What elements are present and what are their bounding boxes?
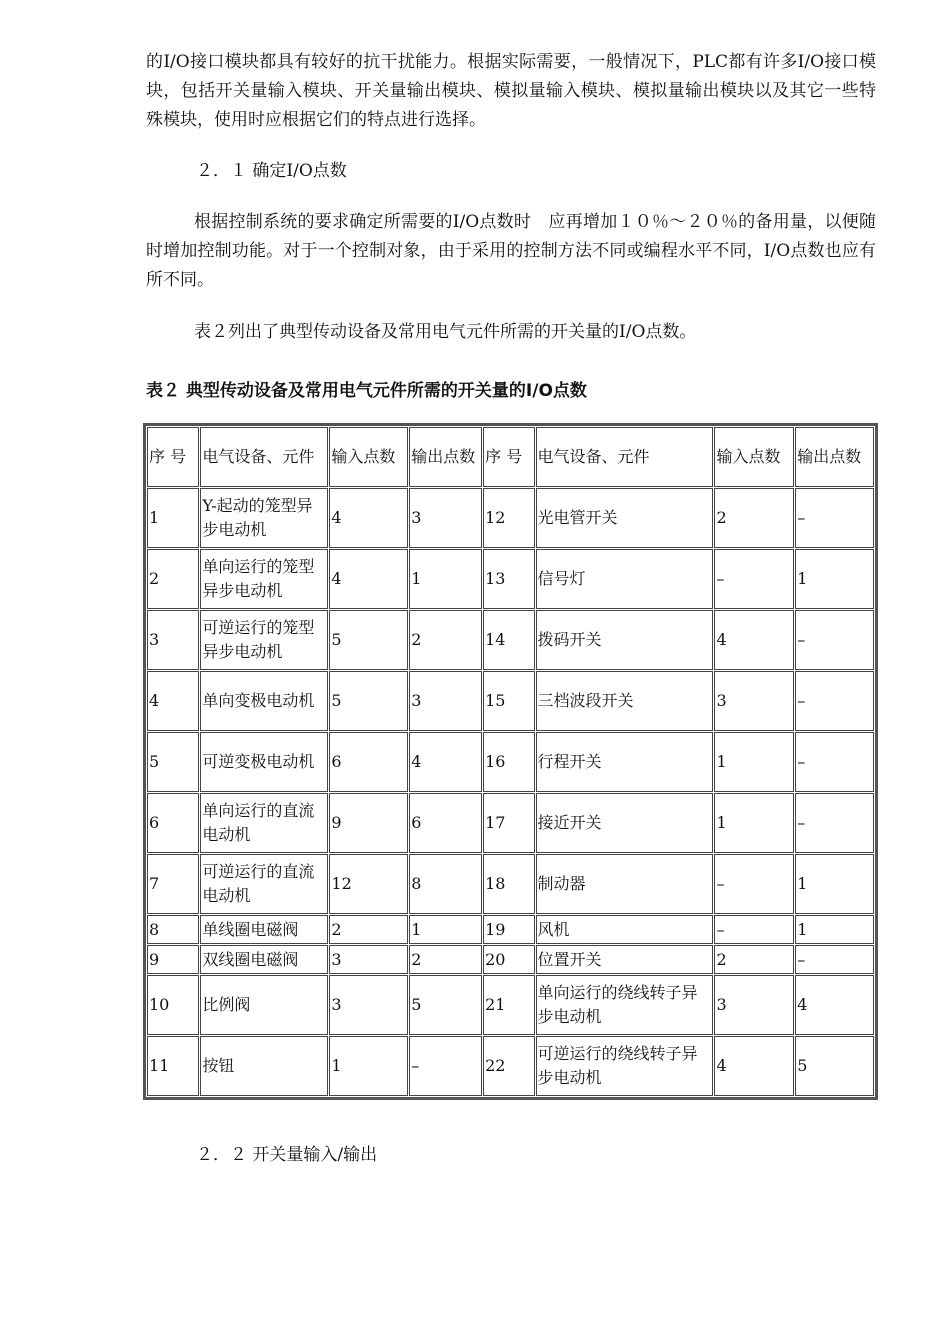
table-cell: 1 [714,732,794,792]
header-cell: 电气设备、元件 [200,427,328,487]
table-cell: 1 [795,549,874,609]
table-cell: – [714,549,794,609]
table-cell: 4 [714,1036,794,1096]
table-cell: 4 [329,488,408,548]
table-cell: 17 [483,793,534,853]
table-cell: 3 [329,945,408,974]
table-cell: 16 [483,732,534,792]
header-cell: 电气设备、元件 [536,427,714,487]
table-cell: 接近开关 [536,793,714,853]
table-cell: 3 [329,975,408,1035]
table-cell: 5 [329,610,408,670]
table-cell: 7 [147,854,199,914]
table-cell: – [795,945,874,974]
table-row [147,793,874,853]
table-cell: – [795,793,874,853]
table-cell: 5 [409,975,482,1035]
table-row [147,732,874,792]
header-cell: 输入点数 [714,427,794,487]
paragraph-io-modules: 的I/O接口模块都具有较好的抗干扰能力。根据实际需要，一般情况下，PLC都有许多I/O接口模块，包括开关量输入模块、开关量输出模块、模拟量输入模块、模拟量输出模块以及其它一些特殊模块，使用时应根据它们的特点进行选择。 [146,52,876,130]
table-cell: – [795,488,874,548]
table-cell: 3 [409,488,482,548]
table-row [147,549,874,609]
table-cell: – [795,671,874,731]
table-cell: 6 [329,732,408,792]
table-cell: 11 [147,1036,199,1096]
table-cell: 14 [483,610,534,670]
table-cell: 制动器 [536,854,714,914]
table-cell: 21 [483,975,534,1035]
table-row [147,1036,874,1096]
table-cell: 5 [795,1036,874,1096]
table-cell: 2 [714,488,794,548]
table-cell: 12 [483,488,534,548]
paragraph-table-intro: 表２列出了典型传动设备及常用电气元件所需的开关量的I/O点数。 [194,322,697,342]
table-cell: – [714,915,794,944]
table-caption: 表２ 典型传动设备及常用电气元件所需的开关量的I/O点数 [146,381,587,401]
table-cell: – [795,732,874,792]
table-cell: 三档波段开关 [536,671,714,731]
table-cell: 可逆运行的直流电动机 [200,854,328,914]
table-cell: 8 [147,915,199,944]
table-cell: 双线圈电磁阀 [200,945,328,974]
table-cell: 3 [147,610,199,670]
table-cell: 6 [409,793,482,853]
table-cell: 单向运行的直流电动机 [200,793,328,853]
table-cell: 行程开关 [536,732,714,792]
section-heading-2-1: ２．１ 确定I/O点数 [196,161,347,181]
table-cell: 2 [147,549,199,609]
table-cell: 位置开关 [536,945,714,974]
table-cell: 4 [147,671,199,731]
table-row [147,975,874,1035]
header-cell: 序 号 [147,427,199,487]
table-cell: 可逆运行的绕线转子异步电动机 [536,1036,714,1096]
table-cell: 10 [147,975,199,1035]
table-cell: 20 [483,945,534,974]
table-cell: 13 [483,549,534,609]
table-row [147,610,874,670]
table-cell: 按钮 [200,1036,328,1096]
table-cell: 9 [147,945,199,974]
header-cell: 序 号 [483,427,534,487]
table-cell: 可逆运行的笼型异步电动机 [200,610,328,670]
table-cell: 可逆变极电动机 [200,732,328,792]
table-row [147,854,874,914]
table-cell: 3 [409,671,482,731]
table-cell: 单线圈电磁阀 [200,915,328,944]
table-cell: 4 [714,610,794,670]
table-cell: 12 [329,854,408,914]
table-cell: 22 [483,1036,534,1096]
header-cell: 输出点数 [409,427,482,487]
header-cell: 输入点数 [329,427,408,487]
table-cell: 1 [795,854,874,914]
paragraph-io-count: 根据控制系统的要求确定所需要的I/O点数时 应再增加１０％～２０％的备用量，以便随时增加控制功能。对于一个控制对象，由于采用的控制方法不同或编程水平不同，I/O点数也应有所不同。 [146,212,876,290]
table-cell: 4 [409,732,482,792]
section-heading-2-2: ２．２ 开关量输入/输出 [196,1145,378,1165]
table-row [147,671,874,731]
table-cell: 1 [329,1036,408,1096]
table-cell: 19 [483,915,534,944]
table-row [147,488,874,548]
table-row [147,945,874,974]
table-cell: 4 [329,549,408,609]
table-cell: 1 [795,915,874,944]
table-cell: 比例阀 [200,975,328,1035]
table-cell: 1 [147,488,199,548]
table-cell: 4 [795,975,874,1035]
table-cell: 5 [147,732,199,792]
table-row [147,915,874,944]
table-cell: Y-起动的笼型异步电动机 [200,488,328,548]
table-cell: 2 [409,610,482,670]
table-cell: 1 [409,549,482,609]
table-cell: 拨码开关 [536,610,714,670]
header-cell: 输出点数 [795,427,874,487]
table-cell: 8 [409,854,482,914]
table-cell: 2 [714,945,794,974]
table-cell: 1 [714,793,794,853]
table-cell: – [795,610,874,670]
table-cell: 单向变极电动机 [200,671,328,731]
table-cell: 5 [329,671,408,731]
table-cell: 单向运行的笼型异步电动机 [200,549,328,609]
table-cell: 3 [714,671,794,731]
table-cell: 2 [409,945,482,974]
table-header-row [147,427,874,487]
table-cell: – [409,1036,482,1096]
table-cell: 3 [714,975,794,1035]
table-cell: 18 [483,854,534,914]
table-cell: 信号灯 [536,549,714,609]
table-cell: 9 [329,793,408,853]
table-cell: 风机 [536,915,714,944]
table-cell: 光电管开关 [536,488,714,548]
table-cell: 15 [483,671,534,731]
table-cell: 单向运行的绕线转子异步电动机 [536,975,714,1035]
table-cell: 6 [147,793,199,853]
table-cell: – [714,854,794,914]
table-cell: 2 [329,915,408,944]
io-points-table [143,423,878,1100]
table-cell: 1 [409,915,482,944]
